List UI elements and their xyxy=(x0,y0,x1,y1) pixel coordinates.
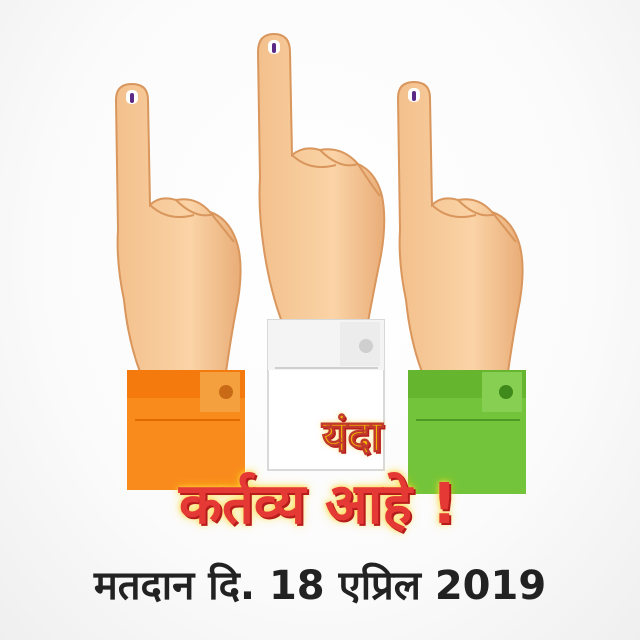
voting-finger-white-icon xyxy=(258,34,384,470)
voting-date: मतदान दि. 18 एप्रिल 2019 xyxy=(93,563,547,609)
headline-big: कर्तव्य आहे ! xyxy=(178,472,458,537)
voting-finger-saffron-icon xyxy=(116,84,245,490)
headline-small: यंदा xyxy=(321,411,383,462)
voting-finger-green-icon xyxy=(398,82,526,494)
